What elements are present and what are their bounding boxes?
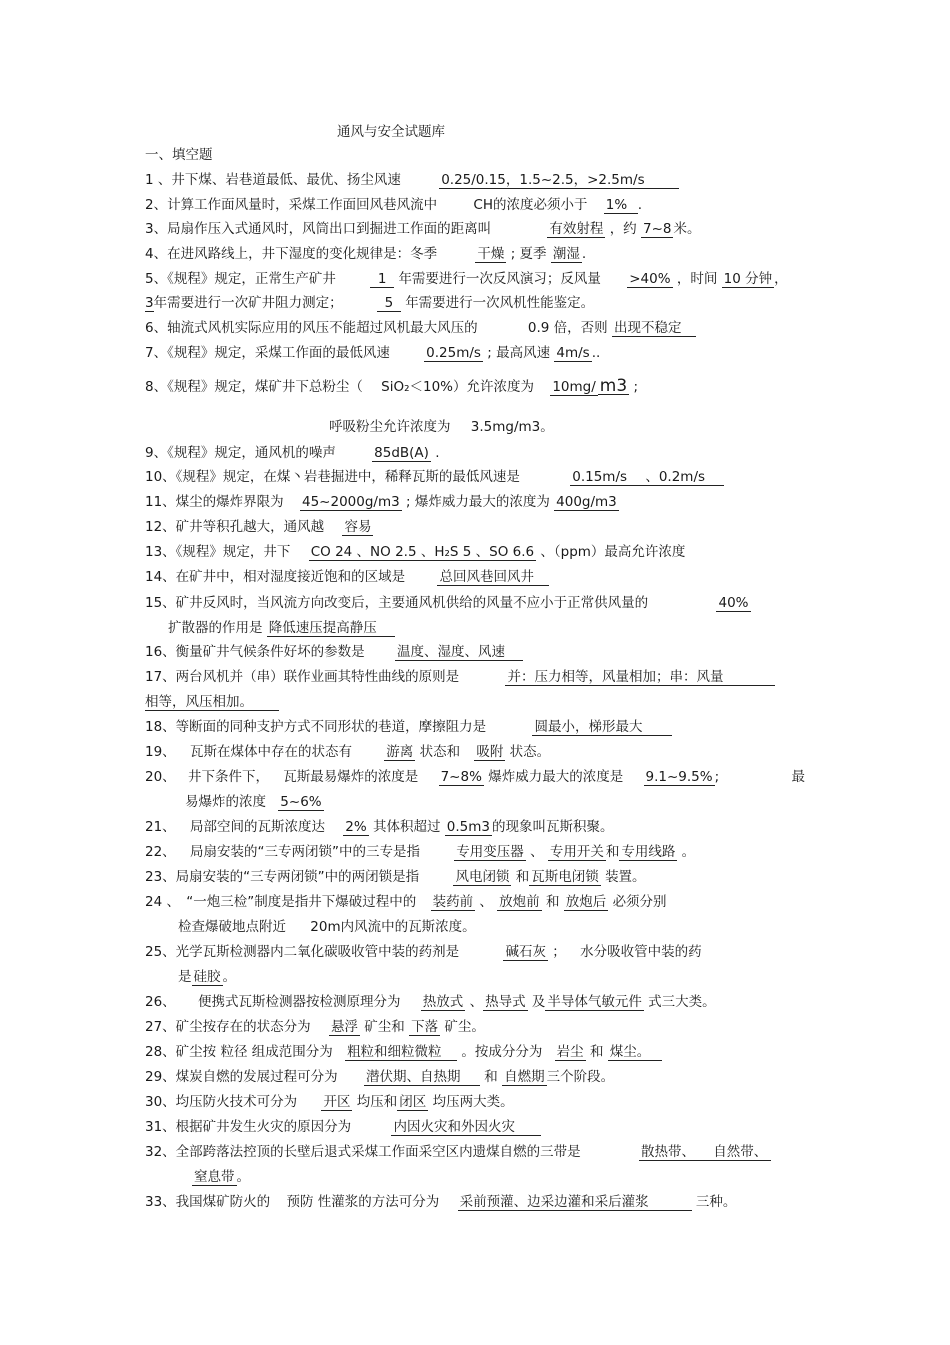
question-line: 4、在进风路线上，井下湿度的变化规律是：冬季 干燥 ; 夏季 潮湿 .	[145, 246, 587, 262]
question-line: 17、两台风机并（串）联作业画其特性曲线的原则是 并：压力相等，风量相加；串：风量	[145, 668, 775, 686]
answer-blank: 潮湿	[552, 246, 580, 262]
question-line: 14、在矿井中，相对湿度接近饱和的区域是 总回风巷回风井	[145, 568, 549, 586]
answer-blank: 游离	[386, 744, 414, 760]
question-line: 8、《规程》规定，煤矿井下总粉尘（ SiO₂＜10%）允许浓度为 10mg/ m3 ;	[145, 376, 639, 396]
question-line: 26、 便携式瓦斯检测器按检测原理分为 热放式 、 热导式 及 半导体气敏元件 式三大类。	[145, 994, 716, 1010]
answer-blank: 1%	[604, 197, 638, 214]
question-line: 3年需要进行一次矿井阻力测定； 5 年需要进行一次风机性能鉴定。	[145, 295, 595, 311]
answer-blank: 专用线路	[621, 844, 676, 860]
section-heading: 一、填空题	[145, 147, 213, 163]
question-line: 7、《规程》规定，采煤工作面的最低风速 0.25m/s ; 最高风速 4m/s ..	[145, 345, 601, 361]
question-line: 29、煤炭自燃的发展过程可分为 潜伏期、自热期 和 自燃期 三个阶段。	[145, 1069, 615, 1085]
question-line: 扩散器的作用是 降低速压提高静压	[168, 619, 395, 637]
question-line: 19、 瓦斯在煤体中存在的状态有 游离 状态和 吸附 状态。	[145, 744, 551, 760]
answer-blank: >40%	[629, 271, 671, 287]
question-line: 15、矿井反风时，当风流方向改变后，主要通风机供给的风量不应小于正常供风量的 40%	[145, 595, 749, 611]
answer-blank: 下落	[411, 1019, 439, 1035]
answer-blank: 85dB(A)	[374, 445, 429, 461]
question-line: 12、矿井等积孔越大，通风越 容易	[145, 519, 372, 535]
answer-blank: 自燃期	[504, 1069, 545, 1085]
question-line: 13、《规程》规定，井下 CO 24 、NO 2.5 、H₂S 5 、SO 6.6 、（ppm）最高允许浓度	[145, 544, 686, 560]
answer-blank: 圆最小，梯形最大	[532, 719, 672, 736]
answer-blank: 400g/m3	[556, 494, 617, 510]
answer-blank: m3	[599, 376, 628, 396]
answer-blank: 40%	[718, 595, 749, 611]
answer-blank: 0.25m/s	[426, 345, 481, 361]
answer-blank: 总回风巷回风井	[437, 569, 549, 586]
answer-blank: 岩尘	[556, 1044, 584, 1060]
answer-blank: 10 分钟	[723, 271, 773, 287]
answer-blank: 4m/s	[556, 345, 590, 361]
answer-blank: 2%	[345, 819, 367, 835]
answer-blank: 0.25/0.15，1.5~2.5，>2.5m/s	[439, 172, 679, 189]
question-line: 2、计算工作面风量时，采煤工作面回风巷风流中 CH的浓度必须小于 1% .	[145, 197, 643, 213]
question-line: 18、等断面的同种支护方式不同形状的巷道，摩擦阻力是 圆最小，梯形最大	[145, 718, 672, 736]
question-line: 窒息带 。	[194, 1169, 250, 1185]
question-line: 32、全部跨落法控顶的长壁后退式采煤工作面采空区内遗煤自燃的三带是 散热带、 自然带、	[145, 1143, 771, 1161]
answer-blank: 散热带、 自然带、	[639, 1144, 771, 1161]
answer-blank: CO 24 、NO 2.5 、H₂S 5 、SO 6.6	[310, 544, 535, 560]
answer-blank: 相等，风压相加。	[145, 694, 279, 711]
answer-blank: 专用开关	[549, 844, 604, 860]
question-line: 是 硅胶 。	[178, 969, 236, 985]
answer-blank: 0.5m3	[446, 819, 491, 835]
answer-blank: 潜伏期、自热期	[364, 1069, 480, 1086]
answer-blank: 容易	[344, 519, 372, 535]
question-line: 28、矿尘按 粒径 组成范围分为 粗粒和细粒微粒 。按成分分为 岩尘 和 煤尘。	[145, 1043, 662, 1061]
answer-blank: 降低速压提高静压	[267, 620, 395, 637]
question-line: 23、局扇安装的“三专两闭锁”中的两闭锁是指 风电闭锁 和 瓦斯电闭锁 装置。	[145, 869, 646, 885]
answer-blank: 吸附	[476, 744, 504, 760]
question-line: 9、《规程》规定，通风机的噪声 85dB(A) .	[145, 445, 440, 461]
answer-blank: 闭区	[399, 1094, 427, 1110]
answer-blank: 温度、湿度、风速	[395, 644, 523, 661]
answer-blank: 45~2000g/m3	[301, 494, 400, 510]
answer-blank: 3	[145, 295, 154, 311]
answer-blank: 5~6%	[280, 794, 322, 810]
answer-blank: 专用变压器	[456, 844, 524, 860]
question-line: 30、均压防火技术可分为 开区 均压和 闭区 均压两大类。	[145, 1094, 514, 1110]
question-line: 11、煤尘的爆炸界限为 45~2000g/m3 ; 爆炸威力最大的浓度为 400g/m3	[145, 494, 617, 510]
question-line: 10、《规程》规定，在煤丶岩巷掘进中，稀释瓦斯的最低风速是 0.15m/s 、0.2m/s	[145, 468, 724, 486]
answer-blank: 9.1~9.5%	[645, 769, 713, 785]
question-line: 27、矿尘按存在的状态分为 悬浮 矿尘和 下落 矿尘。	[145, 1019, 485, 1035]
question-line: 24 、 “一炮三检”制度是指井下爆破过程中的 装药前 、 放炮前 和 放炮后 必须分别	[145, 894, 667, 910]
answer-blank: 干燥	[477, 246, 505, 262]
question-line: 易爆炸的浓度 5~6%	[185, 794, 322, 810]
answer-blank: 瓦斯电闭锁	[531, 869, 599, 885]
answer-blank: 0.15m/s 、0.2m/s	[570, 469, 724, 486]
question-line: 5、《规程》规定，正常生产矿井 1 年需要进行一次反风演习；反风量 >40% ，时间 10 分钟 ，	[145, 271, 788, 287]
answer-blank: 并：压力相等，风量相加；串：风量	[505, 669, 775, 686]
question-line: 21、 局部空间的瓦斯浓度达 2% 其体积超过 0.5m3 的现象叫瓦斯积聚。	[145, 819, 614, 835]
answer-blank: 1	[370, 271, 394, 288]
answer-blank: 粗粒和细粒微粒	[345, 1044, 457, 1061]
answer-blank: 半导体气敏元件	[547, 994, 642, 1010]
answer-blank: 风电闭锁	[455, 869, 510, 885]
question-line: 16、衡量矿井气候条件好坏的参数是 温度、湿度、风速	[145, 643, 523, 661]
answer-blank: 窒息带	[194, 1169, 235, 1185]
answer-blank: 热导式	[485, 994, 526, 1010]
question-line: 20、 井下条件下， 瓦斯最易爆炸的浓度是 7~8% 爆炸威力最大的浓度是 9.1~9.5% ; 最	[145, 769, 805, 785]
answer-blank: 开区	[323, 1094, 351, 1110]
document-title: 通风与安全试题库	[337, 124, 445, 140]
question-line: 31、根据矿井发生火灾的原因分为 内因火灾和外因火灾	[145, 1118, 541, 1136]
answer-blank: 煤尘。	[608, 1044, 662, 1061]
answer-blank: 硅胶	[193, 969, 221, 985]
question-line: 33、我国煤矿防火的 预防 性灌浆的方法可分为 采前预灌、边采边灌和采后灌浆 三种。	[145, 1194, 737, 1210]
answer-blank: 热放式	[422, 994, 464, 1010]
question-line: 1 、井下煤、岩巷道最低、最优、扬尘风速 0.25/0.15，1.5~2.5，>2.5m/s	[145, 171, 679, 189]
answer-blank: 装药前	[432, 894, 474, 910]
answer-blank: 内因火灾和外因火灾	[391, 1119, 541, 1136]
question-line: 呼吸粉尘允许浓度为 3.5mg/m3。	[329, 419, 554, 435]
answer-blank: 碱石灰	[505, 944, 546, 960]
question-line: 6、轴流式风机实际应用的风压不能超过风机最大风压的 0.9 倍，否则 出现不稳定	[145, 319, 696, 337]
answer-blank: 有效射程	[549, 221, 604, 237]
answer-blank: 7~8	[642, 221, 672, 237]
question-line	[145, 693, 279, 711]
answer-blank: 悬浮	[330, 1019, 358, 1035]
question-line: 检查爆破地点附近 20m内风流中的瓦斯浓度。	[178, 919, 476, 935]
answer-blank: 5	[377, 295, 401, 312]
answer-blank: 放炮前	[499, 894, 540, 910]
answer-blank: 放炮后	[565, 894, 607, 910]
answer-blank: 出现不稳定	[612, 320, 696, 337]
question-line: 25、光学瓦斯检测器内二氧化碳吸收管中装的药剂是 碱石灰 ； 水分吸收管中装的药	[145, 944, 702, 960]
question-line: 22、 局扇安装的“三专两闭锁”中的三专是指 专用变压器 、 专用开关 和 专用线路 。	[145, 844, 696, 860]
answer-blank: 10mg/	[552, 379, 596, 395]
answer-blank: 7~8%	[440, 769, 482, 785]
question-line: 3、局扇作压入式通风时，风筒出口到掘进工作面的距离叫 有效射程 ，约 7~8 米。	[145, 221, 701, 237]
answer-blank: 采前预灌、边采边灌和采后灌浆	[458, 1194, 692, 1211]
